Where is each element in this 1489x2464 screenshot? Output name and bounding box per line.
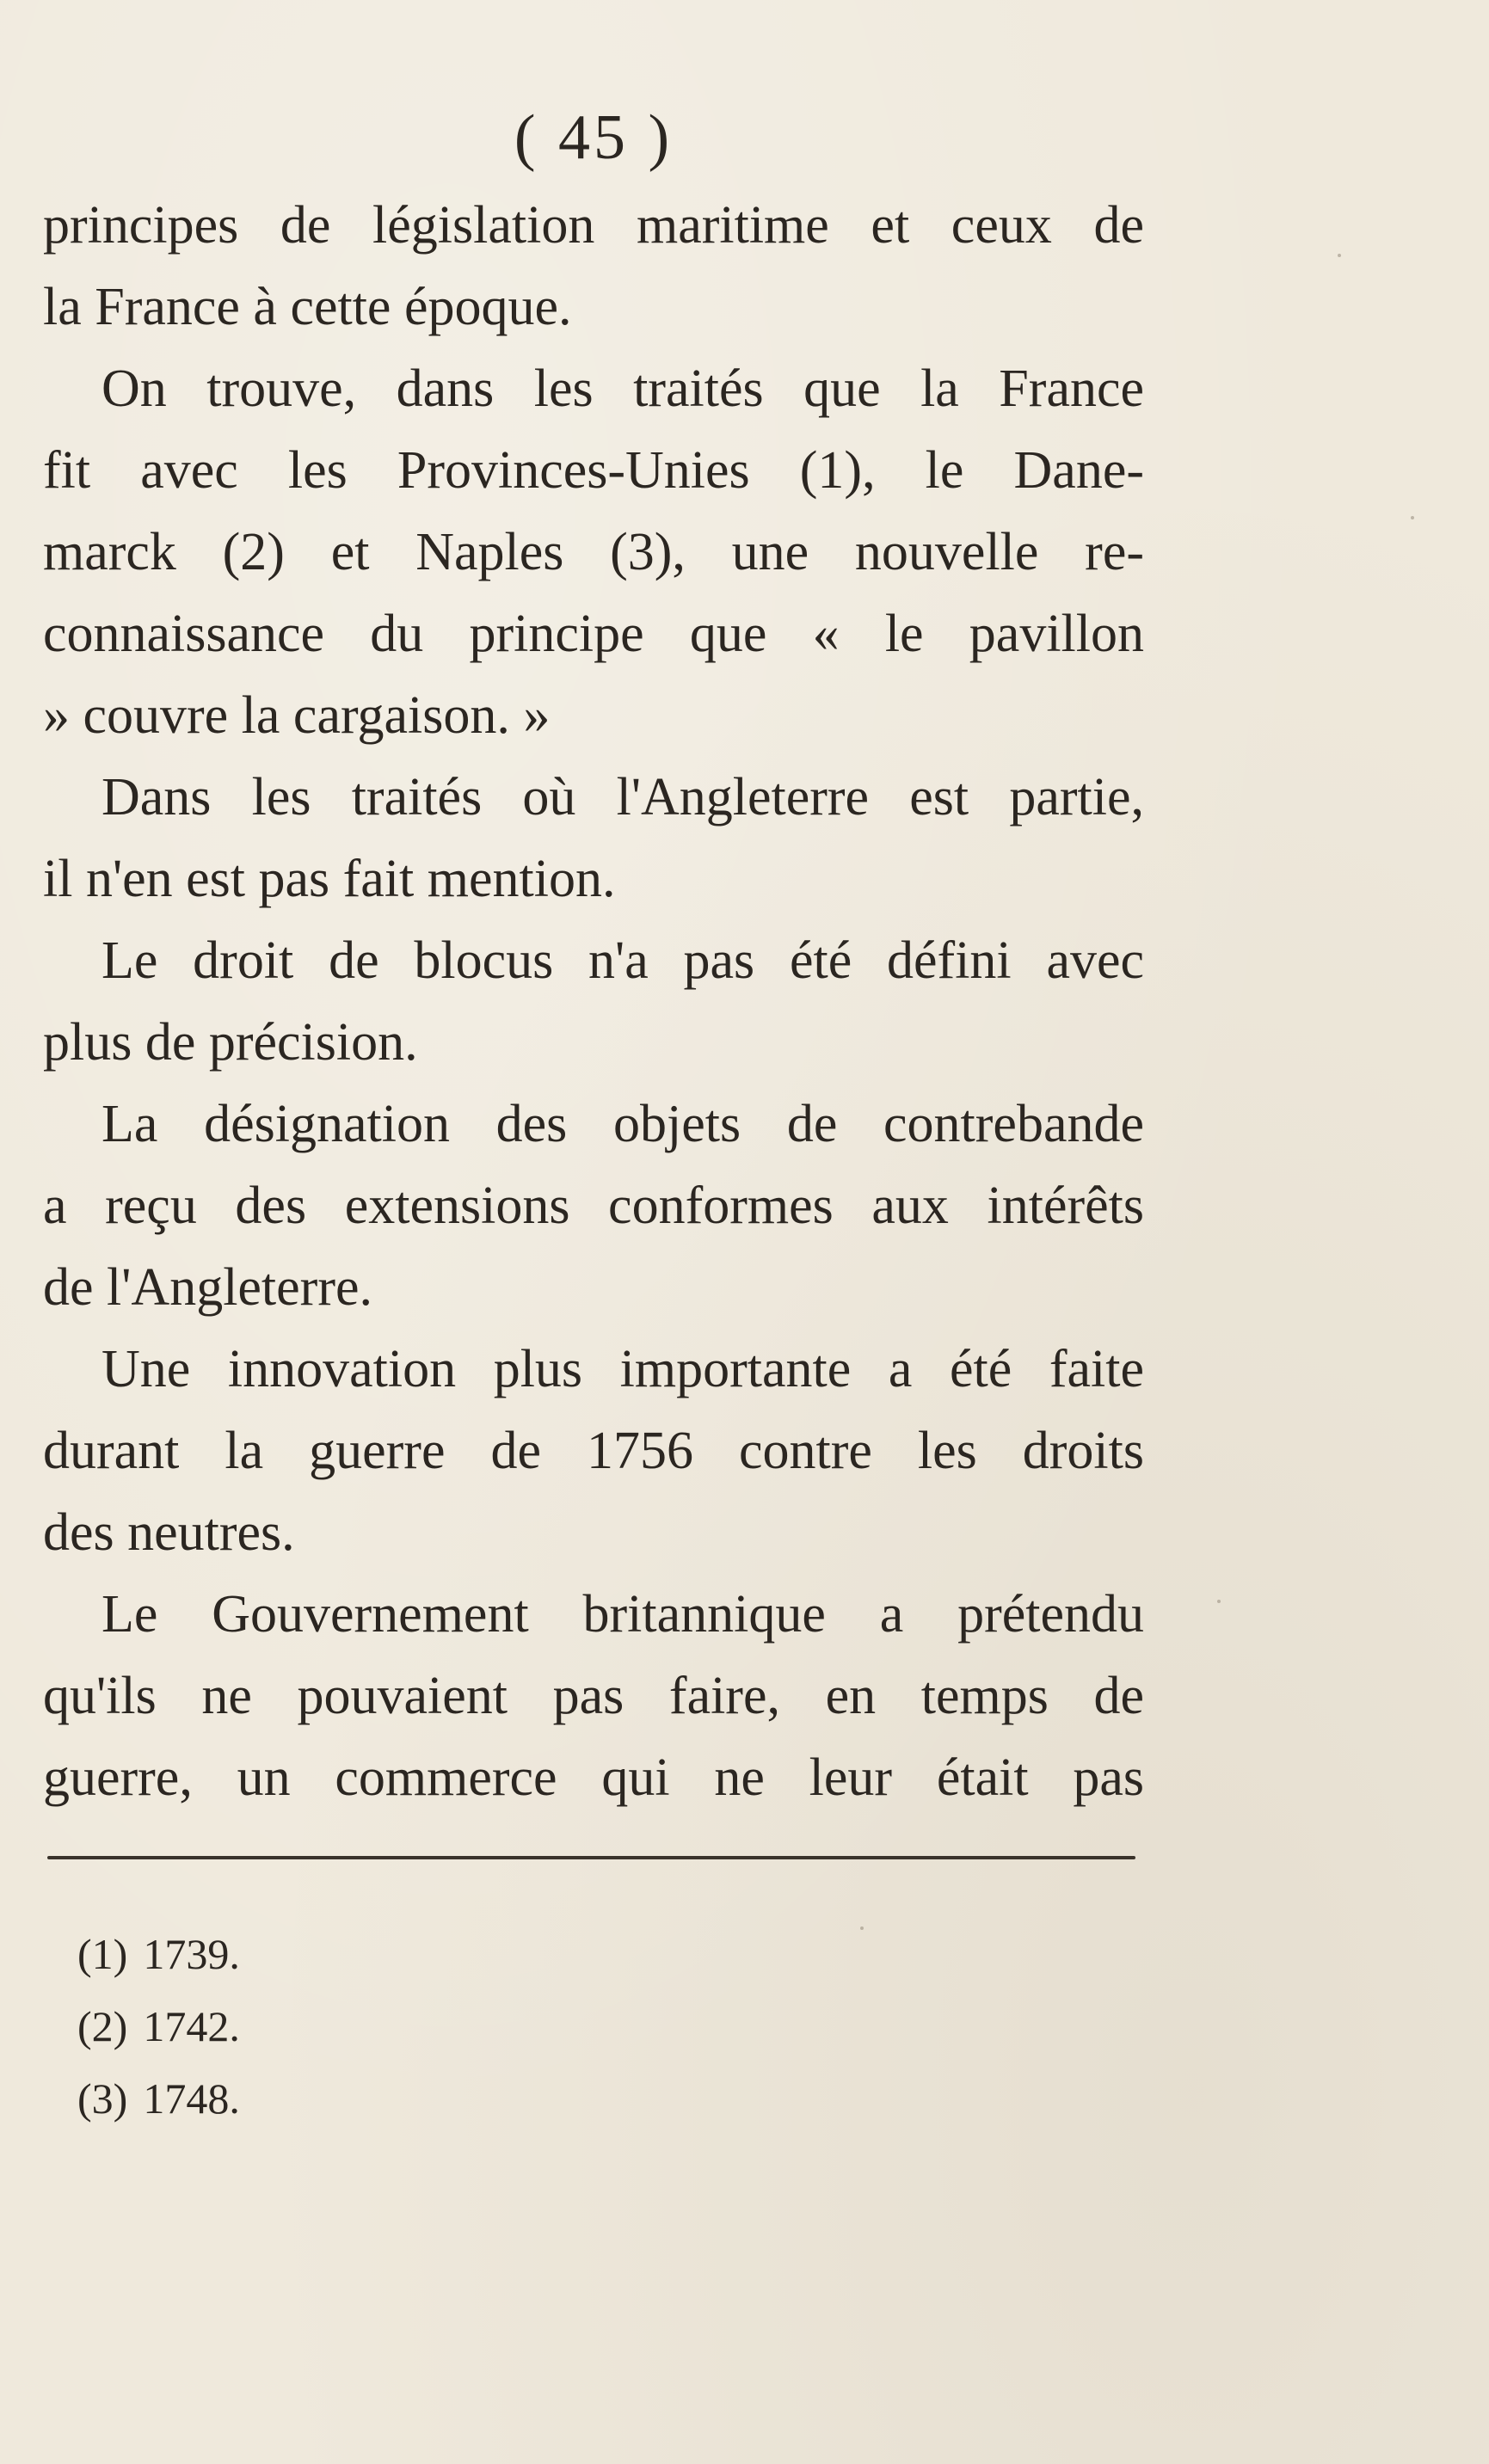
footnote-text: 1742.	[143, 2002, 240, 2050]
text-line: qu'ils ne pouvaient pas faire, en temps de	[43, 1667, 1144, 1725]
page-number: ( 45 )	[514, 102, 674, 173]
paper-speck	[1217, 1600, 1221, 1603]
text-line: guerre, un commerce qui ne leur était pas	[43, 1748, 1144, 1807]
text-line: des neutres.	[43, 1503, 295, 1562]
text-line: Le droit de blocus n'a pas été défini avec	[102, 931, 1144, 990]
text-line: durant la guerre de 1756 contre les droits	[43, 1422, 1144, 1480]
text-line: Le Gouvernement britannique a prétendu	[102, 1585, 1144, 1644]
footnote-rule	[47, 1856, 1135, 1859]
text-line: plus de précision.	[43, 1013, 418, 1072]
text-line: On trouve, dans les traités que la France	[102, 359, 1144, 418]
text-line: fit avec les Provinces-Unies (1), le Dane-	[43, 441, 1144, 500]
footnote	[77, 1918, 240, 1990]
text-line: connaissance du principe que « le pavillon	[43, 605, 1144, 663]
footnote-mark: (3)	[77, 2074, 128, 2123]
text-line: principes de législation maritime et ceux de	[43, 196, 1144, 255]
footnotes	[77, 1918, 240, 2135]
text-line: il n'en est pas fait mention.	[43, 850, 616, 908]
text-line: Une innovation plus importante a été faite	[102, 1340, 1144, 1398]
text-line: la France à cette époque.	[43, 278, 572, 336]
body-text	[43, 185, 1144, 1819]
footnote-mark: (2)	[77, 2002, 128, 2050]
footnote-text: 1748.	[143, 2074, 240, 2123]
text-line: a reçu des extensions conformes aux intérêts	[43, 1177, 1144, 1235]
paper-speck	[1338, 254, 1341, 257]
paper-speck	[860, 1926, 864, 1930]
footnote-mark: (1)	[77, 1930, 128, 1978]
footnote	[77, 2062, 240, 2135]
text-line: Dans les traités où l'Angleterre est partie,	[102, 768, 1144, 826]
text-line: marck (2) et Naples (3), une nouvelle re-	[43, 523, 1144, 581]
footnote	[77, 1990, 240, 2062]
text-line: La désignation des objets de contrebande	[102, 1095, 1144, 1153]
text-line: de l'Angleterre.	[43, 1258, 372, 1317]
footnote-text: 1739.	[143, 1930, 240, 1978]
paper-speck	[1411, 516, 1414, 519]
text-line: » couvre la cargaison. »	[43, 686, 551, 745]
